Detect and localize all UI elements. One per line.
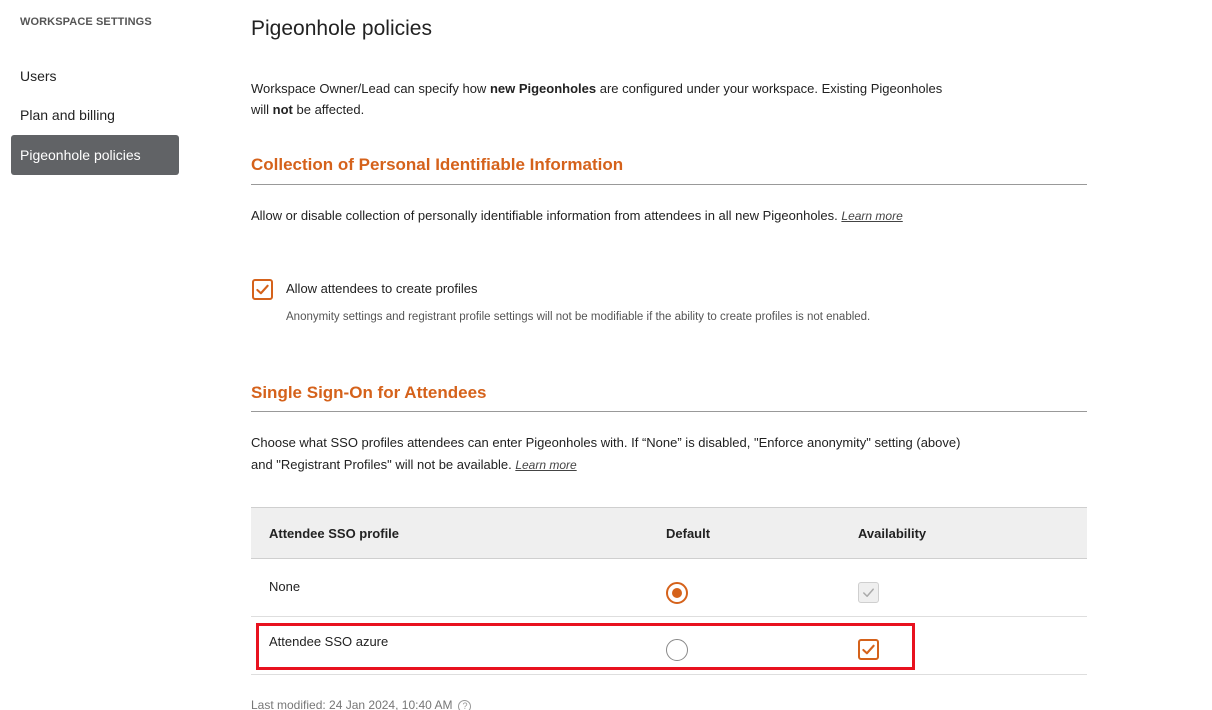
- page-title: Pigeonhole policies: [251, 17, 432, 40]
- profile-name: Attendee SSO azure: [269, 634, 389, 649]
- allow-profiles-checkbox[interactable]: [252, 279, 273, 300]
- checkmark-icon: [255, 282, 270, 297]
- last-modified-text: Last modified: 24 Jan 2024, 10:40 AM ?: [251, 698, 471, 710]
- default-radio-none[interactable]: [666, 582, 688, 604]
- help-icon[interactable]: ?: [458, 700, 471, 710]
- sso-section-title: Single Sign-On for Attendees: [251, 383, 487, 402]
- checkmark-icon: [861, 642, 876, 657]
- sidebar-heading: WORKSPACE SETTINGS: [20, 16, 152, 28]
- availability-checkbox-none: [858, 582, 879, 603]
- default-radio-azure[interactable]: [666, 639, 688, 661]
- pii-learn-more-link[interactable]: Learn more: [841, 209, 903, 223]
- availability-checkbox-azure[interactable]: [858, 639, 879, 660]
- intro-text: Workspace Owner/Lead can specify how new Pigeonholes are configured under your workspace. Existing Pigeonholes will not be affected.: [251, 81, 943, 117]
- pii-section-divider: [251, 184, 1087, 185]
- sso-learn-more-link[interactable]: Learn more: [515, 458, 577, 472]
- table-row: [251, 617, 1087, 675]
- column-header-availability: Availability: [858, 526, 927, 541]
- pii-description: Allow or disable collection of personally identifiable information from attendees in all new Pigeonholes. Learn more: [251, 208, 903, 223]
- allow-profiles-label[interactable]: Allow attendees to create profiles: [286, 281, 478, 296]
- column-header-default: Default: [666, 526, 711, 541]
- sidebar-item-plan-and-billing[interactable]: Plan and billing: [20, 107, 115, 123]
- allow-profiles-help: Anonymity settings and registrant profile settings will not be modifiable if the ability to create profiles is not enabled.: [286, 311, 871, 323]
- checkmark-icon: [861, 585, 876, 600]
- sidebar-item-pigeonhole-policies[interactable]: Pigeonhole policies: [11, 135, 179, 175]
- pii-section-title: Collection of Personal Identifiable Information: [251, 155, 624, 174]
- sidebar: [0, 0, 190, 710]
- profile-name: None: [269, 579, 301, 594]
- table-row: [251, 559, 1087, 617]
- sso-section-divider: [251, 411, 1087, 412]
- sidebar-item-users[interactable]: Users: [20, 68, 57, 84]
- table-header: [251, 507, 1087, 559]
- sso-description: Choose what SSO profiles attendees can enter Pigeonholes with. If “None” is disabled, "Enforce anonymity" setting (above) and "Registrant Profiles" will not be available. Learn more: [251, 435, 961, 472]
- column-header-profile: Attendee SSO profile: [269, 526, 400, 541]
